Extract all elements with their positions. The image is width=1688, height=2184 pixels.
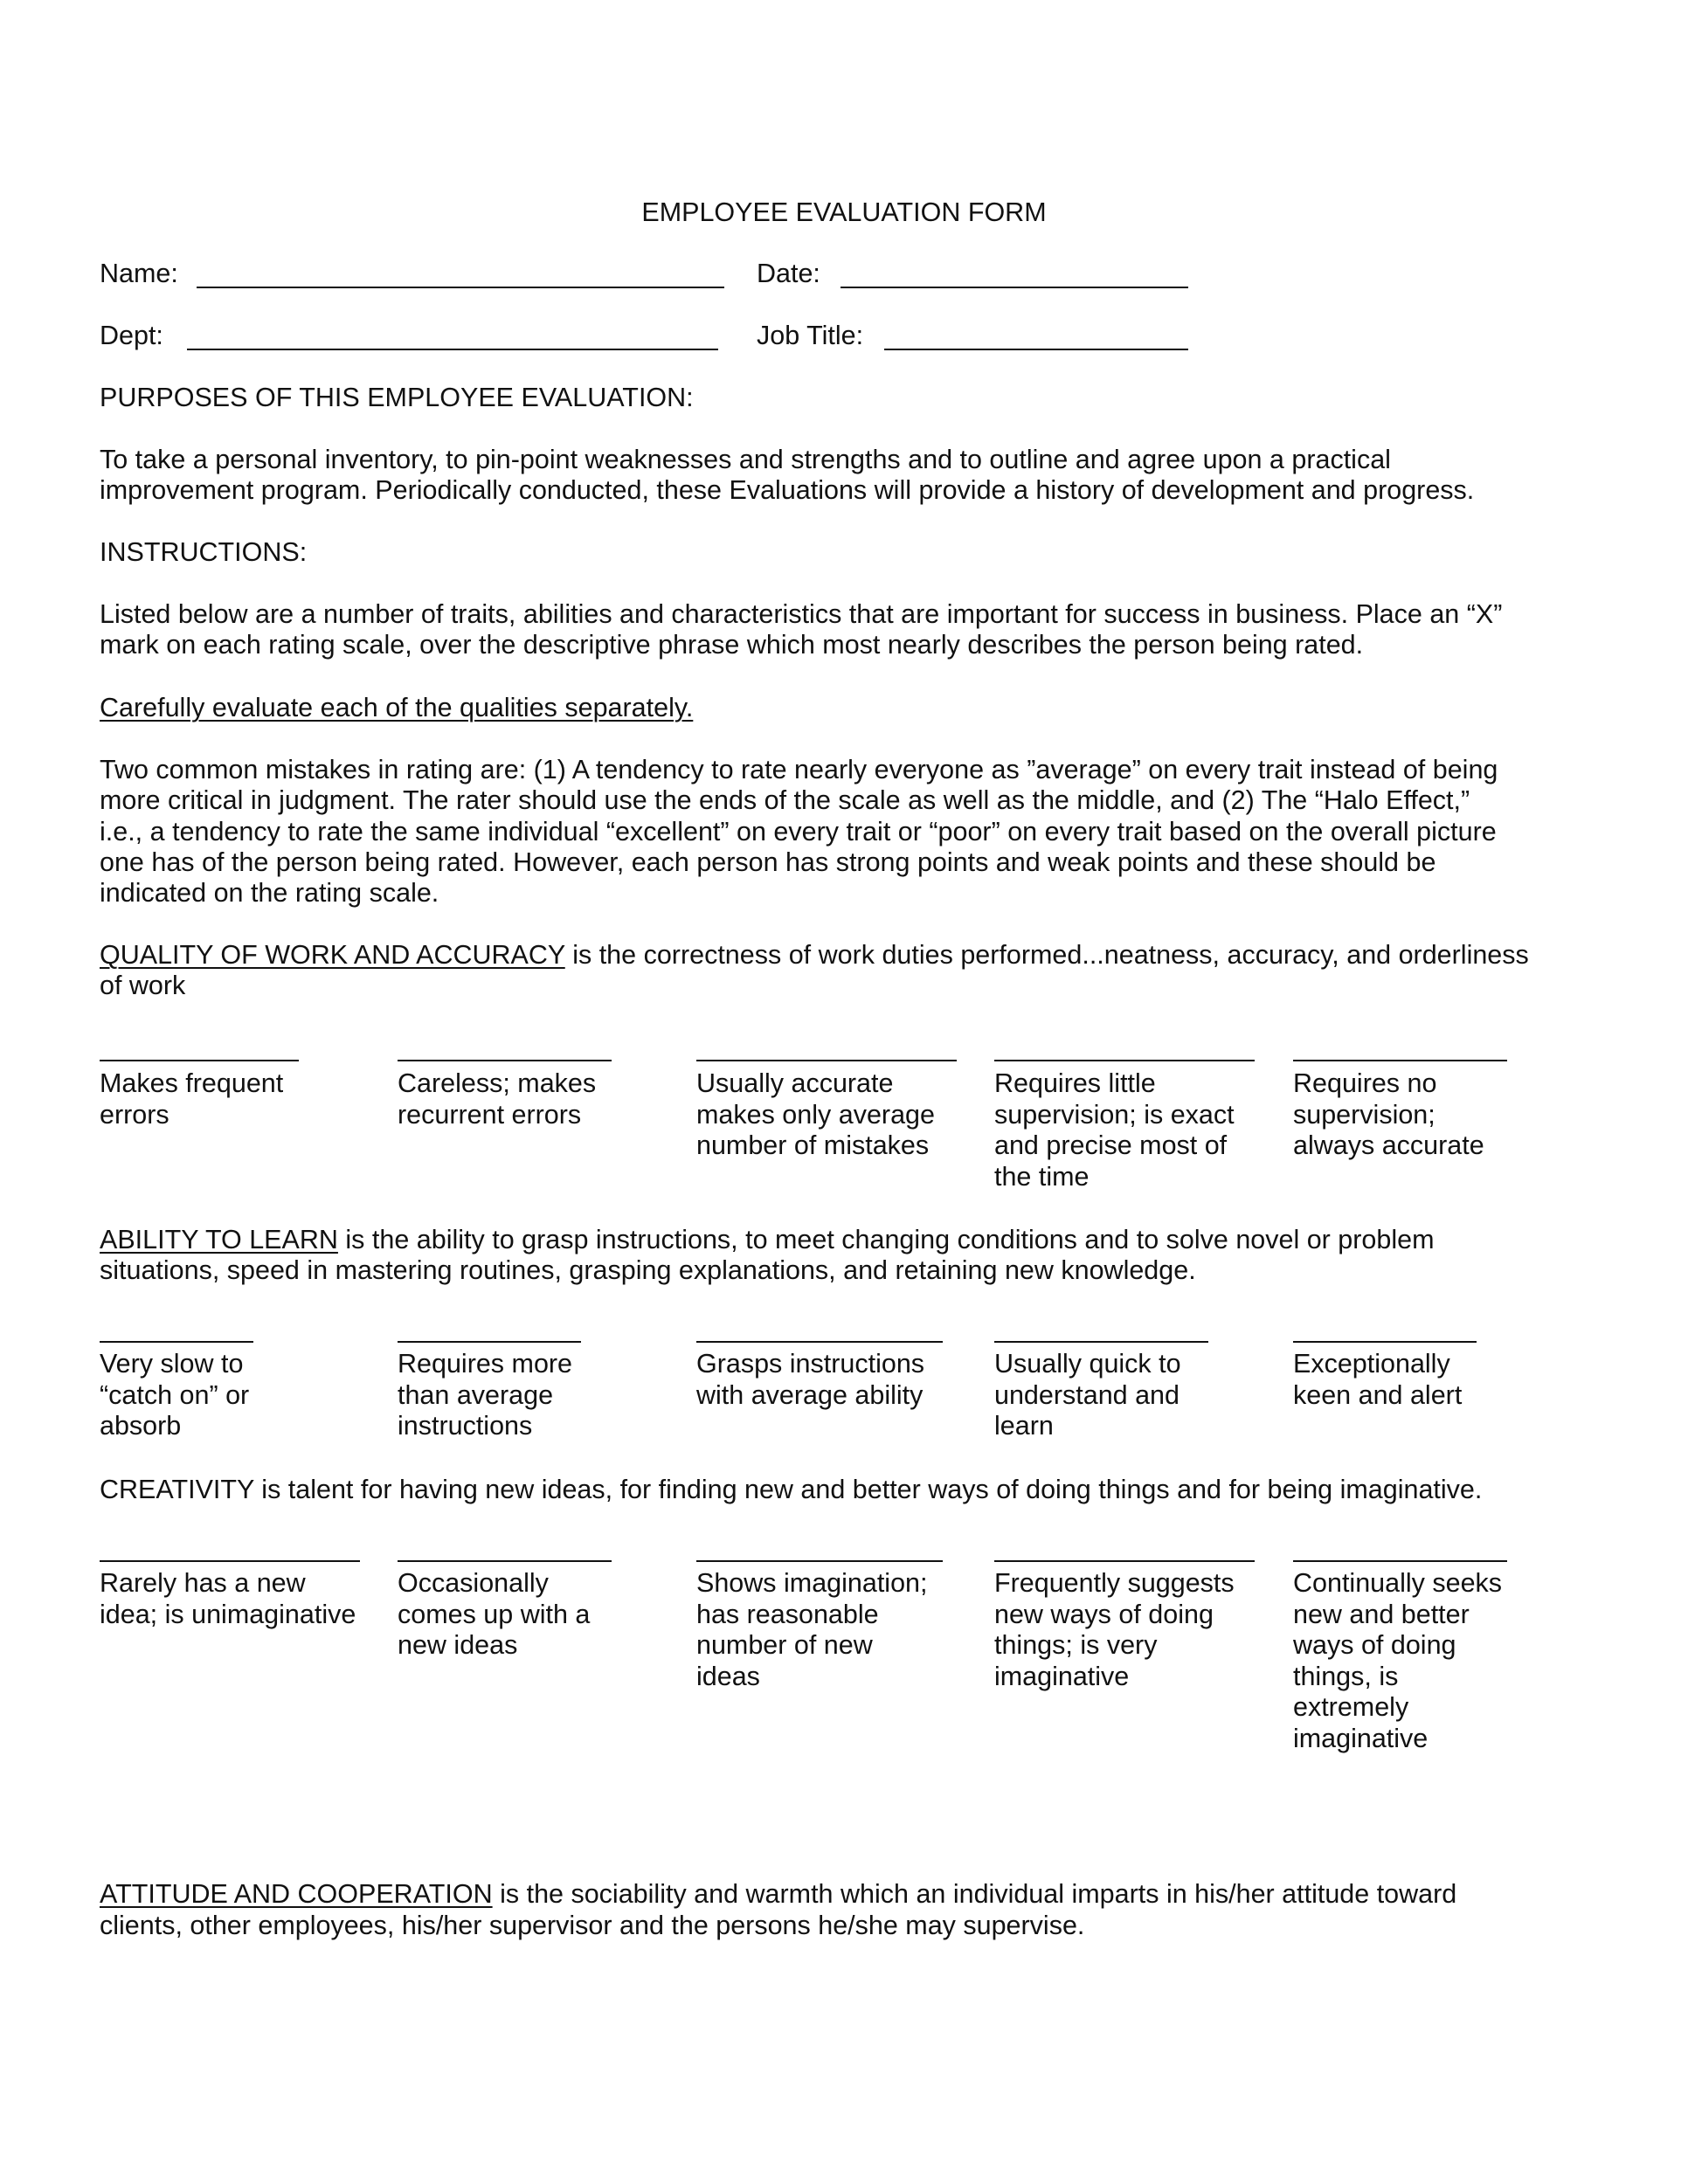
learn-option-3: Grasps instructions with average ability <box>696 1349 925 1410</box>
date-label: Date: <box>757 259 820 288</box>
creativity-option-4: Frequently suggests new ways of doing things; is very imaginative <box>994 1568 1235 1691</box>
learn-option-4: Usually quick to understand and learn <box>994 1349 1181 1441</box>
quality-mark-line-3[interactable] <box>696 1060 957 1061</box>
purposes-heading: PURPOSES OF THIS EMPLOYEE EVALUATION: <box>100 383 694 412</box>
quality-option-5: Requires no supervision; always accurate <box>1293 1068 1484 1160</box>
creativity-option-1: Rarely has a new idea; is unimaginative <box>100 1568 356 1629</box>
creativity-mark-line-4[interactable] <box>994 1560 1255 1562</box>
learn-desc-line-1: is the ability to grasp instructions, to meet changing conditions and to solve novel or problem <box>337 1225 1435 1254</box>
quality-description <box>100 940 1602 971</box>
attitude-desc-line-2: clients, other employees, his/her supervisor and the persons he/she may supervise. <box>100 1911 1085 1940</box>
instructions-text-line-1: Listed below are a number of traits, abilities and characteristics that are important for success in business. Place an “X” <box>100 599 1503 629</box>
mistakes-line-3: i.e., a tendency to rate the same individual “excellent” on every trait or “poor” on every trait based on the overall picture <box>100 817 1497 847</box>
quality-option-2: Careless; makes recurrent errors <box>398 1068 597 1130</box>
quality-mark-line-5[interactable] <box>1293 1060 1507 1061</box>
quality-mark-line-2[interactable] <box>398 1060 612 1061</box>
learn-description <box>100 1225 1602 1256</box>
purposes-text-line-1: To take a personal inventory, to pin-point weaknesses and strengths and to outline and agree upon a practical <box>100 445 1391 474</box>
mistakes-line-2: more critical in judgment. The rater should use the ends of the scale as well as the middle, and (2) The “Halo Effect,” <box>100 785 1470 815</box>
dept-label: Dept: <box>100 321 163 350</box>
job-title-field[interactable] <box>884 349 1188 350</box>
creativity-mark-line-2[interactable] <box>398 1560 612 1562</box>
creativity-mark-line-1[interactable] <box>100 1560 360 1562</box>
learn-trait-name: ABILITY TO LEARN <box>100 1225 338 1254</box>
date-field[interactable] <box>841 287 1188 288</box>
creativity-mark-line-5[interactable] <box>1293 1560 1507 1562</box>
quality-mark-line-4[interactable] <box>994 1060 1255 1061</box>
mistakes-line-1: Two common mistakes in rating are: (1) A tendency to rate nearly everyone as ”average” on every trait instead of being <box>100 755 1498 784</box>
quality-option-1: Makes frequent errors <box>100 1068 284 1130</box>
learn-mark-line-3[interactable] <box>696 1341 943 1343</box>
instructions-emphasis: Carefully evaluate each of the qualities separately. <box>100 693 694 722</box>
learn-option-2: Requires more than average instructions <box>398 1349 573 1441</box>
attitude-description <box>100 1879 1602 1911</box>
instructions-text-line-2: mark on each rating scale, over the descriptive phrase which most nearly describes the person being rated. <box>100 630 1364 660</box>
learn-option-1: Very slow to “catch on” or absorb <box>100 1349 250 1441</box>
attitude-trait-name: ATTITUDE AND COOPERATION <box>100 1879 493 1909</box>
learn-mark-line-2[interactable] <box>398 1341 581 1343</box>
learn-mark-line-5[interactable] <box>1293 1341 1477 1343</box>
learn-option-5: Exceptionally keen and alert <box>1293 1349 1463 1410</box>
learn-desc-line-2: situations, speed in mastering routines, grasping explanations, and retaining new knowledge. <box>100 1255 1196 1285</box>
quality-option-3: Usually accurate makes only average number of mistakes <box>696 1068 935 1160</box>
learn-mark-line-1[interactable] <box>100 1341 253 1343</box>
purposes-text-line-2: improvement program. Periodically conducted, these Evaluations will provide a history of development and progress. <box>100 475 1475 505</box>
mistakes-line-5: indicated on the rating scale. <box>100 878 439 908</box>
quality-mark-line-1[interactable] <box>100 1060 299 1061</box>
attitude-desc-line-1: is the sociability and warmth which an individual imparts in his/her attitude toward <box>492 1879 1457 1909</box>
creativity-option-3: Shows imagination; has reasonable number of new ideas <box>696 1568 928 1691</box>
name-label: Name: <box>100 259 178 288</box>
creativity-mark-line-3[interactable] <box>696 1560 943 1562</box>
dept-field[interactable] <box>187 349 718 350</box>
quality-option-4: Requires little supervision; is exact and precise most of the time <box>994 1068 1235 1192</box>
learn-mark-line-4[interactable] <box>994 1341 1208 1343</box>
job-title-label: Job Title: <box>757 321 864 350</box>
creativity-option-2: Occasionally comes up with a new ideas <box>398 1568 591 1660</box>
quality-trait-name: QUALITY OF WORK AND ACCURACY <box>100 940 565 970</box>
creativity-description: CREATIVITY is talent for having new ideas, for finding new and better ways of doing things and for being imaginative. <box>100 1475 1483 1504</box>
instructions-heading: INSTRUCTIONS: <box>100 537 308 567</box>
mistakes-line-4: one has of the person being rated. However, each person has strong points and weak points and these should be <box>100 847 1436 877</box>
form-title: EMPLOYEE EVALUATION FORM <box>641 197 1047 227</box>
quality-desc-line-1: is the correctness of work duties performed...neatness, accuracy, and orderliness <box>564 940 1529 970</box>
quality-desc-line-2: of work <box>100 971 186 1000</box>
creativity-option-5: Continually seeks new and better ways of doing things, is extremely imaginative <box>1293 1568 1503 1753</box>
name-field[interactable] <box>197 287 724 288</box>
